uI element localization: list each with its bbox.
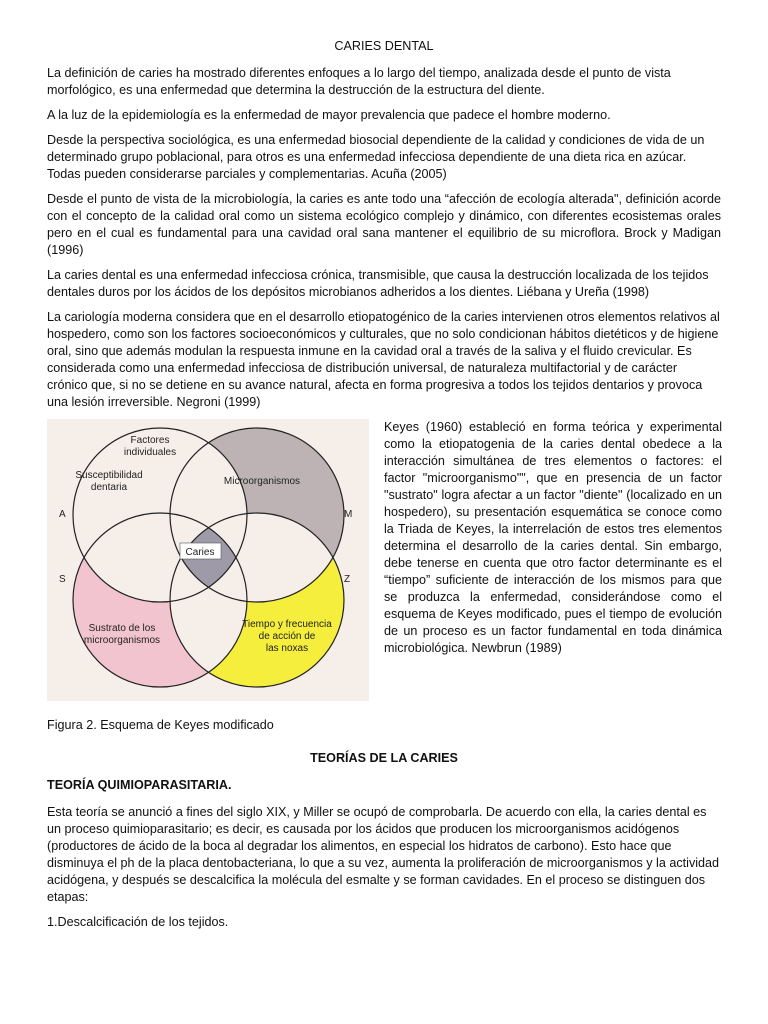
paragraph-quimioparasitaria: Esta teoría se anunció a fines del siglo XIX, y Miller se ocupó de comprobarla. De acuerdo con ella, la caries dental es un proceso quimioparasitario; es decir, es causada por los ácidos que producen los microorganismos acidógenos (productores de ácido de la boca al degradar los alimentos, en especial los hidratos de carbono). Esto hace que disminuya el ph de la placa dentobacteriana, lo que a su vez, aumenta la proliferación de microorganismos y la actividad acidógena, y después se descalcifica la molécula del esmalte y se forman cavidades. En el proceso se distinguen dos etapas: — [47, 805, 720, 904]
keyes-description: Keyes (1960) estableció en forma teórica y experimental como la etiopatogenia de la caries dental obedece a la interacción simultánea de tres elementos o factores: el factor "microorganismo"", que en presencia de un factor "sustrato" logra afectar a un factor "diente" (localizado en un hospedero), su presentación esquemática se conoce como la Triada de Keyes, la interrelación de estos tres elementos determina el desarrollo de la caries dental. Sin embargo, debe tenerse en cuenta que otro factor determinante es el “tiempo” suficiente de interacción de los mismos para que se produzca la enfermedad, considerándose como el esquema de Keyes modificado, pues el tiempo de evolución de un proceso es un factor fundamental en toda dinámica microbiológica. Newbrun (1989) — [384, 420, 722, 655]
paragraph-epidemiologia: A la luz de la epidemiología es la enfermedad de mayor prevalencia que padece el hombre moderno. — [47, 108, 611, 122]
label-tiempo-2: de acción de — [258, 631, 316, 642]
label-factores-2: individuales — [123, 447, 177, 458]
keyes-venn-svg — [47, 419, 369, 701]
page-title: CARIES DENTAL — [334, 39, 434, 53]
label-caries: Caries — [185, 547, 215, 558]
figure-caption: Figura 2. Esquema de Keyes modificado — [47, 718, 274, 732]
subsection-title: TEORÍA QUIMIOPARASITARIA. — [47, 778, 232, 792]
label-sustrato-1: Sustrato de los — [88, 623, 156, 634]
label-tiempo-3: las noxas — [265, 643, 309, 654]
paragraph-definicion: La definición de caries ha mostrado diferentes enfoques a lo largo del tiempo, analizada desde el punto de vista morfológico, es una enfermedad que determina la destrucción de la estructura del diente. — [47, 66, 671, 97]
label-microorganismos: Microorganismos — [223, 476, 301, 487]
list-item-1: 1.Descalcificación de los tejidos. — [47, 915, 229, 929]
label-susceptibilidad-2: dentaria — [90, 482, 128, 493]
figure-block — [47, 419, 721, 701]
paragraph-microbiologia: Desde el punto de vista de la microbiología, la caries es ante todo una “afección de ecología alterada", definición acorde con el concepto de la calidad oral como un sistema ecológico complejo y dinámico, con diferentes ecosistemas orales pero en el cual es fundamental para una cavidad oral sana mantener el equilibrio de su microflora. Brock y Madigan (1996) — [47, 192, 721, 257]
label-letter-s: S — [59, 574, 66, 585]
section-title: TEORÍAS DE LA CARIES — [310, 751, 458, 765]
label-tiempo-1: Tiempo y frecuencia — [242, 619, 332, 630]
document-page — [47, 38, 721, 939]
paragraph-infecciosa: La caries dental es una enfermedad infecciosa crónica, transmisible, que causa la destrucción localizada de los tejidos dentales duros por los ácidos de los depósitos microbianos adheridos a los dientes. Liébana y Ureña (1998) — [47, 268, 709, 299]
paragraph-cariologia: La cariología moderna considera que en el desarrollo etiopatogénico de la caries intervienen otros elementos relativos al hospedero, como son los factores socioeconómicos y culturales, que no solo condicionan hábitos dietéticos y de higiene oral, sino que además modulan la respuesta inmune en la cavidad oral a través de la saliva y el fluido crevicular. Es considerada como una enfermedad infecciosa de distribución universal, de naturaleza multifactorial y de carácter crónico que, si no se detiene en su avance natural, afecta en forma progresiva a todos los tejidos dentarios y provoca una lesión irreversible. Negroni (1999) — [47, 310, 720, 409]
label-susceptibilidad-1: Susceptibilidad — [75, 470, 143, 481]
paragraph-sociologica: Desde la perspectiva sociológica, es una enfermedad biosocial dependiente de la calidad y condiciones de vida de un determinado grupo poblacional, para otros es una enfermedad infecciosa dependiente de una dieta rica en azúcar. Todas pueden considerarse parciales y complementarias. Acuña (2005) — [47, 133, 705, 181]
keyes-diagram — [47, 419, 369, 701]
label-sustrato-2: microorganismos — [83, 635, 161, 646]
label-letter-m: M — [344, 509, 353, 520]
label-letter-a: A — [59, 509, 66, 520]
label-factores-1: Factores — [130, 435, 170, 446]
label-letter-z: Z — [344, 574, 351, 585]
